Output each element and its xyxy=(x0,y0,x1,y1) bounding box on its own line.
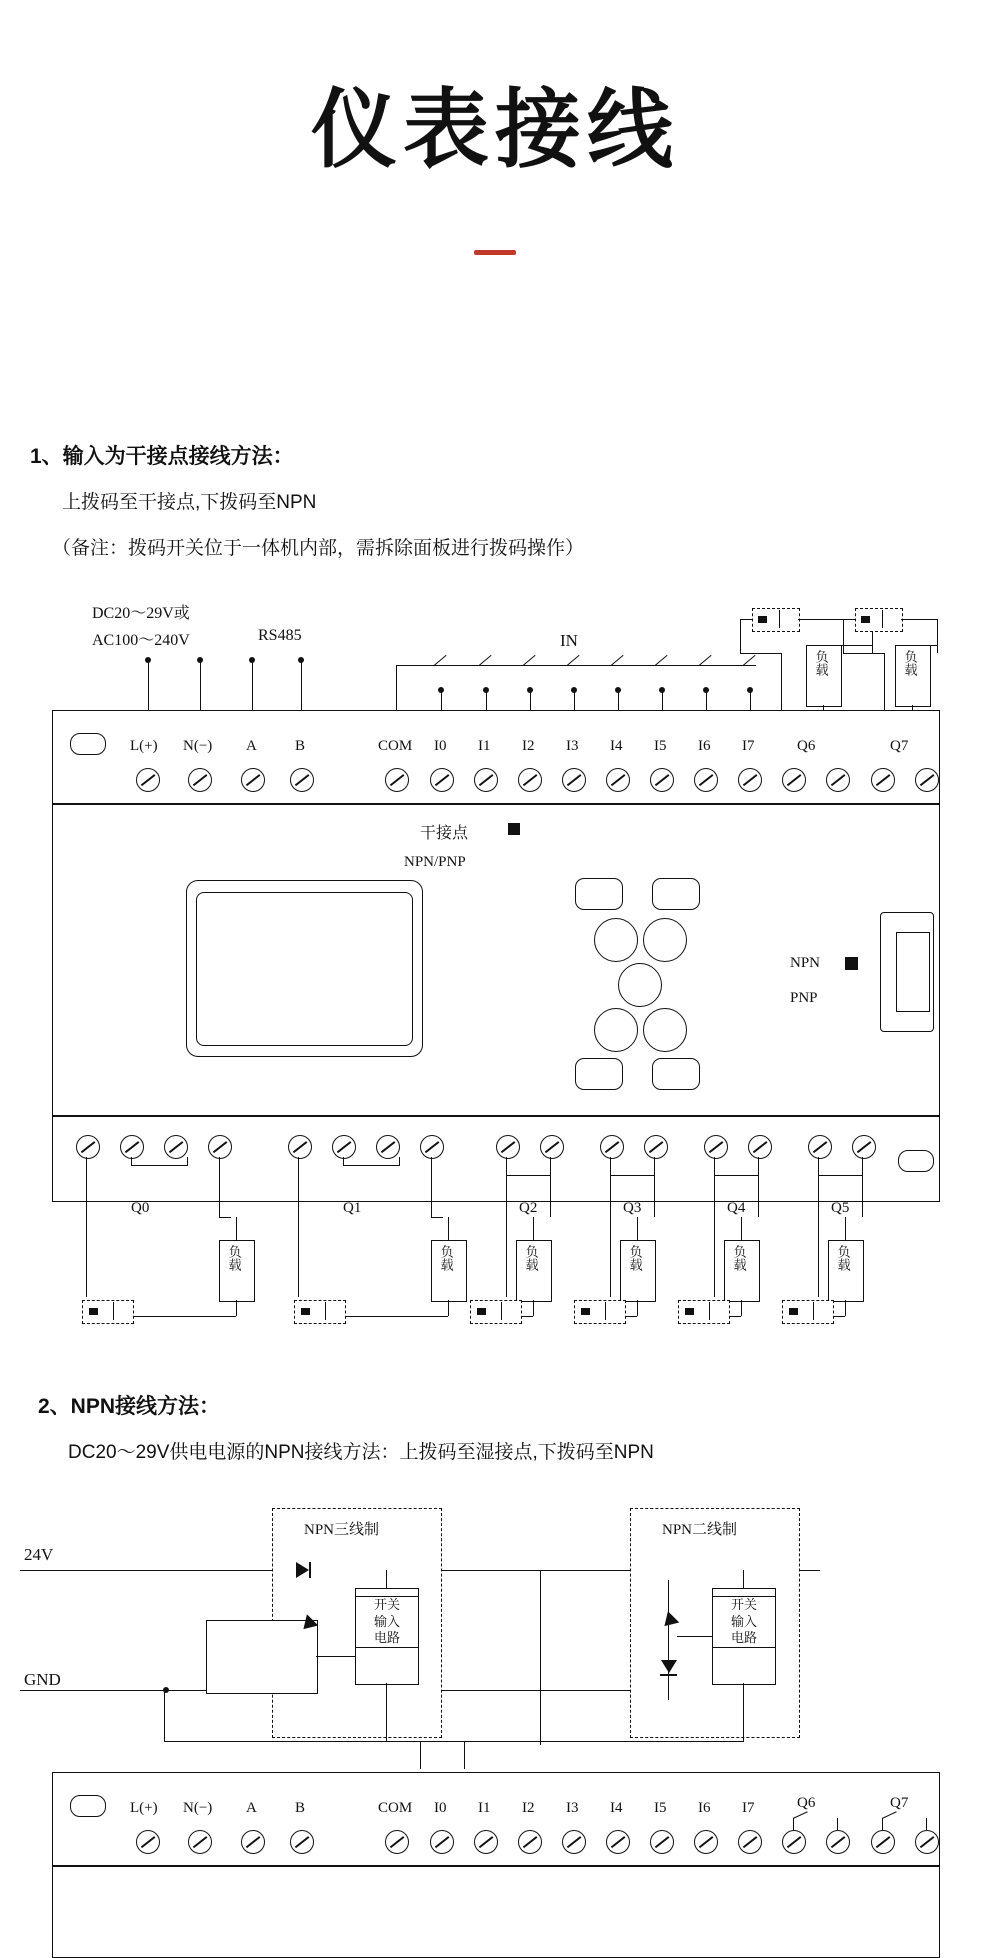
screw-terminal-i2[interactable] xyxy=(518,768,542,792)
screw-q0-b[interactable] xyxy=(120,1135,144,1159)
terminal-label-n: N(−) xyxy=(183,738,213,754)
npn-2wire-diode-symbol xyxy=(661,1660,677,1673)
wiring-diagram-page: 仪表接线 1、输入为干接点接线方法： 上拨码至干接点,下拨码至NPN （备注：拨码开关位于一体机内部，需拆除面板进行拨码操作） DC20～29V或 AC100～240V RS485 IN 负载 负载 L(+) N(−) A B COM I0 I1 I2 I3 I4 I5 I6 I7 Q6 Q7 干接点 NPN/PNP NPN PNP Q0 Q1 Q2 Q3 Q4 Q5 负载 负载 负载 负载 负载 负载 2、NPN接线方法： DC20～29V供电电源的NPN接线方法：上拨码至湿接点,下拨码至NPN 24V GND NPN三线制 开关 输入 电路 NPN二线制 开关 输入 电路 L(+) N(−) A B COM I0 I1 I2 I3 I4 I5 I6 I7 Q6 Q7 xyxy=(0,0,990,1950)
screw2-terminal-q7-b[interactable] xyxy=(915,1830,939,1854)
plc2-main-body xyxy=(52,1866,940,1958)
dip-switch-1-label: 干接点 xyxy=(420,825,469,842)
dip-switch-2-indicator[interactable] xyxy=(845,957,858,970)
keypad-button-up[interactable] xyxy=(594,918,638,962)
screw-q0-d[interactable] xyxy=(208,1135,232,1159)
screw-terminal-com[interactable] xyxy=(385,768,409,792)
screw2-terminal-l[interactable] xyxy=(136,1830,160,1854)
plc-display-screen xyxy=(196,892,413,1046)
in-label: IN xyxy=(560,631,578,650)
plc-top-terminal-band xyxy=(52,710,940,804)
dip-switch-1-indicator[interactable] xyxy=(508,823,520,835)
npn-3wire-label: NPN三线制 xyxy=(300,1518,383,1539)
screw-q4-b[interactable] xyxy=(748,1135,772,1159)
dip-switch-1-sublabel: NPN/PNP xyxy=(404,854,466,870)
plc-mount-hole-top-left xyxy=(70,733,106,755)
screw-terminal-q7-b[interactable] xyxy=(915,768,939,792)
dip-switch-2-label-pnp: PNP xyxy=(790,990,818,1006)
screw-q3-a[interactable] xyxy=(600,1135,624,1159)
node-rs485-b xyxy=(298,657,304,663)
keypad-button-top-right[interactable] xyxy=(652,878,700,910)
terminal-label-i3: I3 xyxy=(566,738,579,754)
section-1-line-1: 上拨码至干接点,下拨码至NPN xyxy=(62,492,317,513)
keypad-button-left[interactable] xyxy=(594,1008,638,1052)
supply-24v-label: 24V xyxy=(24,1545,54,1564)
screw-terminal-l[interactable] xyxy=(136,768,160,792)
terminal2-label-i0: I0 xyxy=(434,1800,447,1816)
screw2-terminal-n[interactable] xyxy=(188,1830,212,1854)
terminal-label-i2: I2 xyxy=(522,738,535,754)
screw-q2-a[interactable] xyxy=(496,1135,520,1159)
keypad-button-right[interactable] xyxy=(643,918,687,962)
screw-terminal-i4[interactable] xyxy=(606,768,630,792)
terminal2-label-i1: I1 xyxy=(478,1800,491,1816)
load-label-q7: 负载 xyxy=(902,650,918,676)
npn-common-feed xyxy=(540,1570,541,1745)
section-1-line-2: （备注：拨码开关位于一体机内部，需拆除面板进行拨码操作） xyxy=(52,538,585,559)
screw2-terminal-q6-b[interactable] xyxy=(826,1830,850,1854)
node-rs485-a xyxy=(249,657,255,663)
terminal-label-l: L(+) xyxy=(130,738,158,754)
screw2-terminal-i0[interactable] xyxy=(430,1830,454,1854)
npn-bottom-bus xyxy=(386,1741,744,1742)
screw-terminal-q6-a[interactable] xyxy=(782,768,806,792)
in-bus-line xyxy=(396,665,756,666)
screw-terminal-i0[interactable] xyxy=(430,768,454,792)
keypad-button-center[interactable] xyxy=(618,963,662,1007)
terminal2-label-i2: I2 xyxy=(522,1800,535,1816)
terminal-label-i1: I1 xyxy=(478,738,491,754)
terminal-label-b: B xyxy=(295,738,306,754)
screw2-terminal-com[interactable] xyxy=(385,1830,409,1854)
diode-3wire xyxy=(296,1562,309,1578)
screw-terminal-i6[interactable] xyxy=(694,768,718,792)
screw-q5-a[interactable] xyxy=(808,1135,832,1159)
power-label-line-1: DC20～29V或 xyxy=(92,605,190,622)
plc-bottom-terminal-band xyxy=(52,1116,940,1202)
npn-2wire-label: NPN二线制 xyxy=(658,1518,741,1539)
node-power-n xyxy=(197,657,203,663)
section-1-heading: 1、输入为干接点接线方法： xyxy=(30,445,294,468)
output-label-q5: Q5 xyxy=(831,1200,850,1216)
section-2-line-1: DC20～29V供电电源的NPN接线方法：上拨码至湿接点,下拨码至NPN xyxy=(68,1442,654,1463)
gnd-label: GND xyxy=(24,1670,61,1689)
screw2-terminal-a[interactable] xyxy=(241,1830,265,1854)
screw2-terminal-i7[interactable] xyxy=(738,1830,762,1854)
load-label-q6: 负载 xyxy=(813,650,829,676)
terminal2-label-l: L(+) xyxy=(130,1800,158,1816)
terminal2-label-q6: Q6 xyxy=(797,1795,816,1811)
terminal-label-a: A xyxy=(246,738,257,754)
terminal2-label-i6: I6 xyxy=(698,1800,711,1816)
power-label-line-2: AC100～240V xyxy=(92,632,190,649)
terminal2-label-q7: Q7 xyxy=(890,1795,909,1811)
output-label-q3: Q3 xyxy=(623,1200,642,1216)
terminal-label-com: COM xyxy=(378,738,413,754)
npn-3wire-transistor-frame xyxy=(206,1620,318,1694)
terminal2-label-i3: I3 xyxy=(566,1800,579,1816)
screw-q1-b[interactable] xyxy=(332,1135,356,1159)
screw-q5-b[interactable] xyxy=(852,1135,876,1159)
screw-terminal-i7[interactable] xyxy=(738,768,762,792)
screw-terminal-i5[interactable] xyxy=(650,768,674,792)
side-connector-port xyxy=(896,932,930,1012)
screw2-terminal-q7-a[interactable] xyxy=(871,1830,895,1854)
keypad-button-bottom-left[interactable] xyxy=(575,1058,623,1090)
output-label-q0: Q0 xyxy=(131,1200,150,1216)
screw-terminal-q7-a[interactable] xyxy=(871,768,895,792)
screw2-terminal-i4[interactable] xyxy=(606,1830,630,1854)
terminal2-label-i5: I5 xyxy=(654,1800,667,1816)
terminal2-label-com: COM xyxy=(378,1800,413,1816)
title-underline-accent xyxy=(474,250,516,255)
terminal-label-i4: I4 xyxy=(610,738,623,754)
screw-q2-b[interactable] xyxy=(540,1135,564,1159)
keypad-button-bottom-right[interactable] xyxy=(652,1058,700,1090)
terminal2-label-i4: I4 xyxy=(610,1800,623,1816)
terminal-label-q7: Q7 xyxy=(890,738,909,754)
terminal2-label-i7: I7 xyxy=(742,1800,755,1816)
screw-terminal-q6-b[interactable] xyxy=(826,768,850,792)
keypad-button-down[interactable] xyxy=(643,1008,687,1052)
screw-q4-a[interactable] xyxy=(704,1135,728,1159)
screw2-terminal-i2[interactable] xyxy=(518,1830,542,1854)
screw-q1-d[interactable] xyxy=(420,1135,444,1159)
output-label-q4: Q4 xyxy=(727,1200,746,1216)
switch-input-box-3wire-text: 开关 输入 电路 xyxy=(355,1596,419,1648)
screw2-terminal-i6[interactable] xyxy=(694,1830,718,1854)
output-label-q1: Q1 xyxy=(343,1200,362,1216)
screw-terminal-b[interactable] xyxy=(290,768,314,792)
screw-terminal-a[interactable] xyxy=(241,768,265,792)
screw-q0-c[interactable] xyxy=(164,1135,188,1159)
screw2-terminal-i5[interactable] xyxy=(650,1830,674,1854)
page-title: 仪表接线 xyxy=(311,82,679,178)
terminal-label-i5: I5 xyxy=(654,738,667,754)
screw-q1-a[interactable] xyxy=(288,1135,312,1159)
terminal-label-i0: I0 xyxy=(434,738,447,754)
screw-q0-a[interactable] xyxy=(76,1135,100,1159)
screw-terminal-i3[interactable] xyxy=(562,768,586,792)
dip-switch-2-label-npn: NPN xyxy=(790,955,821,971)
plc2-mount-hole xyxy=(70,1795,106,1817)
terminal2-label-n: N(−) xyxy=(183,1800,213,1816)
rs485-label: RS485 xyxy=(258,627,302,644)
npn-2wire-branch xyxy=(668,1580,669,1700)
screw2-terminal-q6-a[interactable] xyxy=(782,1830,806,1854)
screw-terminal-n[interactable] xyxy=(188,768,212,792)
screw-q3-b[interactable] xyxy=(644,1135,668,1159)
terminal-label-i7: I7 xyxy=(742,738,755,754)
terminal-label-q6: Q6 xyxy=(797,738,816,754)
terminal-label-i6: I6 xyxy=(698,738,711,754)
node-power-l xyxy=(145,657,151,663)
plc-mount-hole-bottom-right xyxy=(898,1150,934,1172)
plc2-top-terminal-band xyxy=(52,1772,940,1866)
screw2-terminal-i1[interactable] xyxy=(474,1830,498,1854)
output-label-q2: Q2 xyxy=(519,1200,538,1216)
screw-q1-c[interactable] xyxy=(376,1135,400,1159)
keypad-button-top-left[interactable] xyxy=(575,878,623,910)
switch-input-box-2wire-text: 开关 输入 电路 xyxy=(712,1596,776,1648)
terminal2-label-b: B xyxy=(295,1800,306,1816)
screw2-terminal-b[interactable] xyxy=(290,1830,314,1854)
terminal2-label-a: A xyxy=(246,1800,257,1816)
screw2-terminal-i3[interactable] xyxy=(562,1830,586,1854)
screw-terminal-i1[interactable] xyxy=(474,768,498,792)
section-2-heading: 2、NPN接线方法： xyxy=(38,1395,221,1418)
